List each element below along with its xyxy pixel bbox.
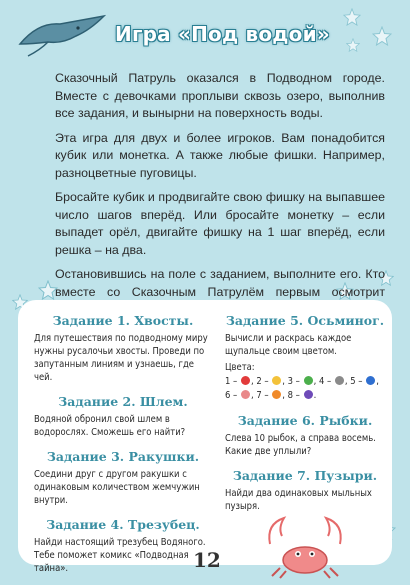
color-dot-pink bbox=[241, 390, 250, 399]
task-text: Найди два одинаковых мыльных пузыря. bbox=[225, 488, 372, 512]
starfish-icon bbox=[372, 26, 392, 46]
task-item bbox=[34, 517, 212, 575]
task-text: Для путешествия по подводному миру нужны русалочьи хвосты. Проведи по запутанным линиям и узнаешь, где чей. bbox=[34, 333, 208, 383]
color-number: 7 bbox=[256, 390, 262, 401]
task-text: Соедини друг с другом ракушки с одинаковым количеством жемчужин внутри. bbox=[34, 469, 200, 506]
tasks-right-column bbox=[225, 313, 385, 523]
starfish-icon bbox=[343, 8, 361, 26]
color-legend-row: 1 – , 2 – , 3 – , 4 – , 5 – , bbox=[225, 376, 379, 387]
color-number: 6 bbox=[225, 390, 231, 401]
intro-paragraph: Бросайте кубик и продвигайте свою фишку на выпавшее число шагов вперёд. Или бросайте монетку – если выпадет орёл, двигайте фишку на 1 шаг вперёд, если решка – на два. bbox=[55, 190, 385, 257]
color-number: 4 bbox=[318, 376, 325, 387]
page-number: 12 bbox=[193, 548, 221, 572]
task-title: Задание 1. Хвосты. bbox=[52, 313, 194, 328]
task-item bbox=[225, 468, 385, 513]
color-legend-row: 6 – , 7 – , 8 – . bbox=[225, 390, 317, 401]
task-title: Задание 4. Трезубец. bbox=[46, 517, 200, 532]
color-legend bbox=[225, 361, 385, 403]
color-dot-orange bbox=[272, 390, 281, 399]
color-legend-label: Цвета: bbox=[225, 362, 255, 373]
intro-paragraph: Остановившись на поле с заданием, выполните его. Кто вместе со Сказочным Патрулём первым осмотрит bbox=[55, 267, 385, 299]
task-title: Задание 3. Ракушки. bbox=[46, 449, 200, 464]
task-title: Задание 5. Осьминог. bbox=[225, 313, 385, 328]
task-item bbox=[225, 413, 385, 458]
color-number: 5 bbox=[350, 376, 356, 387]
task-title: Задание 6. Рыбки. bbox=[237, 413, 373, 428]
color-dot-yellow bbox=[272, 376, 281, 385]
intro-paragraph: Сказочный Патруль оказался в Подводном городе. Вместе с девочками проплыви сквозь озеро, выполнив все задания, и вынырни на поверхность воды. bbox=[55, 71, 385, 120]
task-text: Водяной обронил свой шлем в водорослях. Сможешь его найти? bbox=[34, 414, 186, 438]
tasks-left-column bbox=[34, 313, 212, 585]
color-number: 8 bbox=[287, 390, 293, 401]
color-dot-gray bbox=[335, 376, 344, 385]
task-title: Задание 2. Шлем. bbox=[58, 394, 188, 409]
task-item bbox=[34, 394, 212, 439]
color-dot-red bbox=[241, 376, 250, 385]
color-number: 2 bbox=[256, 376, 262, 387]
task-item bbox=[34, 449, 212, 507]
intro-text bbox=[55, 70, 385, 326]
crab-icon bbox=[262, 514, 348, 580]
task-text: Вычисли и раскрась каждое щупальце своим цветом. bbox=[225, 333, 352, 357]
color-number: 1 bbox=[225, 376, 231, 387]
color-dot-blue bbox=[366, 376, 375, 385]
task-title: Задание 7. Пузыри. bbox=[232, 468, 378, 483]
color-dot-purple bbox=[304, 390, 313, 399]
starfish-icon bbox=[346, 38, 360, 52]
color-dot-green bbox=[304, 376, 313, 385]
task-item bbox=[225, 313, 385, 403]
intro-paragraph: Эта игра для двух и более игроков. Вам понадобится кубик или монетка. А также любые фишки. Например, разноцветные пуговицы. bbox=[55, 130, 385, 180]
task-item bbox=[34, 313, 212, 384]
page-title: Игра «Под водой» bbox=[115, 22, 330, 46]
task-text: Найди настоящий трезубец Водяного. Тебе поможет комикс «Подводная тайна». bbox=[34, 537, 206, 574]
color-number: 3 bbox=[287, 376, 293, 387]
manta-ray-icon bbox=[18, 14, 106, 58]
task-text: Слева 10 рыбок, а справа восемь. Какие две уплыли? bbox=[225, 433, 376, 457]
